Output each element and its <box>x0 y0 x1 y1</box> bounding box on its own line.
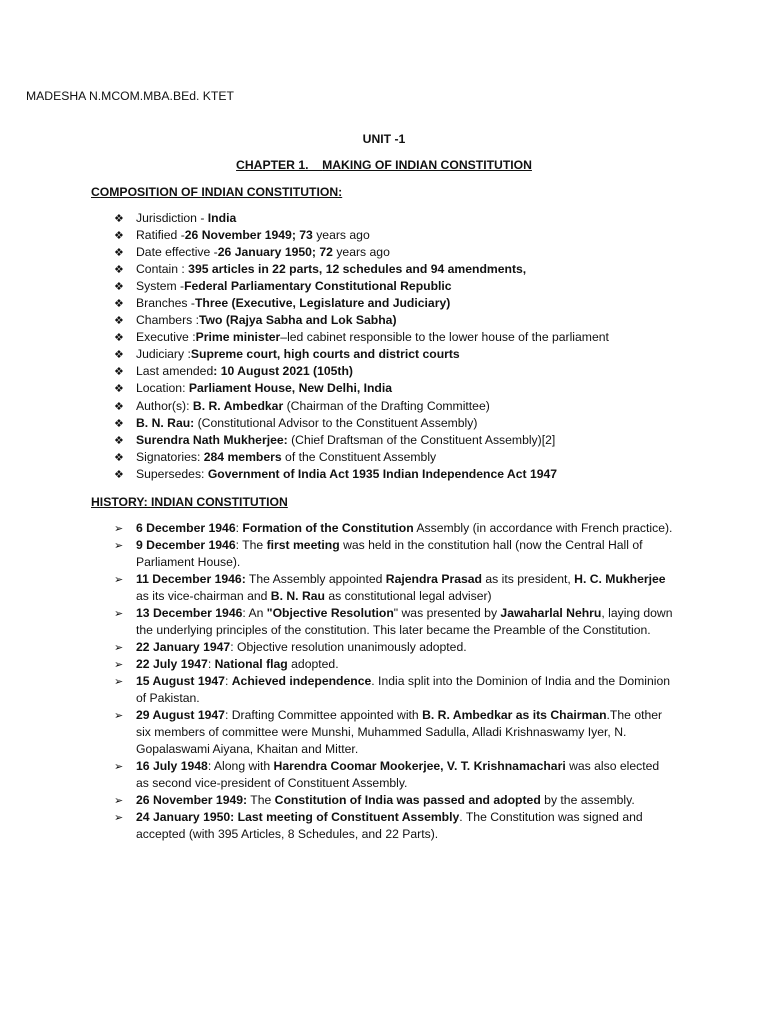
unit-title: UNIT -1 <box>362 132 406 146</box>
history-bold-text: Rajendra Prasad <box>385 572 482 586</box>
history-bold-text: B. N. Rau <box>270 589 325 603</box>
history-bold-text: 11 December 1946: <box>136 572 246 586</box>
composition-item <box>114 380 609 397</box>
history-bold-text: Achieved independence <box>231 674 372 688</box>
history-bold-text: 22 July 1947 <box>136 657 208 671</box>
history-bold-text: National flag <box>214 657 288 671</box>
history-item <box>114 605 674 639</box>
history-text: : Along with <box>207 759 274 773</box>
history-item <box>114 520 674 537</box>
composition-item <box>114 363 609 380</box>
item-note: of the Constituent Assembly <box>281 449 437 464</box>
history-text: : Drafting Committee appointed with <box>224 708 423 722</box>
chapter-name: MAKING OF INDIAN CONSTITUTION <box>322 158 532 172</box>
item-note: (Constitutional Advisor to the Constituent Assembly) <box>194 415 478 430</box>
chapter-title <box>0 157 768 174</box>
history-text: as its president, <box>482 572 575 586</box>
history-item <box>114 639 674 656</box>
composition-item <box>114 466 609 483</box>
item-label: Chambers : <box>136 313 199 328</box>
history-text: adopted. <box>287 657 339 671</box>
item-label: Contain : <box>136 261 189 276</box>
composition-item <box>114 295 609 312</box>
composition-item <box>114 398 609 415</box>
history-bold-text: "Objective Resolution <box>266 606 394 620</box>
item-value: Surendra Nath Mukherjee: <box>136 432 288 447</box>
chapter-number: CHAPTER 1. <box>236 158 309 172</box>
history-text: was held in the constitution hall (now the Central Hall of Parliament House). <box>136 538 643 569</box>
history-bold-text: Jawaharlal Nehru <box>500 606 602 620</box>
item-value: : 10 August 2021 (105th) <box>213 364 353 379</box>
history-bold-text: 22 January 1947 <box>136 640 231 654</box>
history-bold-text: first meeting <box>266 538 340 552</box>
composition-item <box>114 210 609 227</box>
item-label: Date effective - <box>136 244 218 259</box>
history-bold-text: H. C. Mukherjee <box>574 572 666 586</box>
item-value: 284 members <box>203 449 282 464</box>
composition-item <box>114 449 609 466</box>
history-text: : <box>235 521 243 535</box>
composition-item <box>114 346 609 363</box>
history-text: .The other six members of committee were Munshi, Muhammed Sadulla, Alladi Krishnaswamy Iyer, N. Gopalaswami Aiyana, Khaitan and Mitter. <box>136 708 663 756</box>
item-label: Ratified - <box>136 227 185 242</box>
item-value: Federal Parliamentary Constitutional Republic <box>184 278 452 293</box>
item-value: B. N. Rau: <box>136 415 195 430</box>
history-heading: HISTORY: INDIAN CONSTITUTION <box>91 495 288 509</box>
item-value: Two (Rajya Sabha and Lok Sabha) <box>199 313 397 328</box>
history-bold-text: B. R. Ambedkar as its Chairman <box>422 708 607 722</box>
item-note: years ago <box>312 227 370 242</box>
history-item <box>114 537 674 571</box>
item-label: Location: <box>136 381 189 396</box>
history-text: : <box>207 657 215 671</box>
history-text: : Objective resolution unanimously adopted. <box>230 640 467 654</box>
composition-item <box>114 227 609 244</box>
item-label: Judiciary : <box>136 347 191 362</box>
composition-item <box>114 329 609 346</box>
history-bold-text: 29 August 1947 <box>136 708 225 722</box>
item-label: Signatories: <box>136 449 204 464</box>
item-label: Branches - <box>136 295 195 310</box>
history-bold-text: 13 December 1946 <box>136 606 243 620</box>
item-value: Supreme court, high courts and district courts <box>190 347 460 362</box>
composition-heading: COMPOSITION OF INDIAN CONSTITUTION: <box>91 185 343 199</box>
history-text: The <box>247 793 275 807</box>
author-line: MADESHA N.MCOM.MBA.BEd. KTET <box>26 89 234 103</box>
history-bold-text: Constitution of India was passed and adopted <box>274 793 541 807</box>
history-bold-text: 26 November 1949: <box>136 793 248 807</box>
history-item <box>114 571 674 605</box>
item-value: B. R. Ambedkar <box>192 398 284 413</box>
item-label: Jurisdiction - <box>136 210 208 225</box>
item-value: Three (Executive, Legislature and Judiciary) <box>194 295 451 310</box>
history-bold-text: Harendra Coomar Mookerjee, V. T. Krishnamachari <box>273 759 566 773</box>
history-text: as its vice-chairman and <box>136 589 271 603</box>
item-note: –led cabinet responsible to the lower house of the parliament <box>280 330 609 345</box>
history-bold-text: 15 August 1947 <box>136 674 225 688</box>
composition-item <box>114 312 609 329</box>
history-bold-text: Formation of the Constitution <box>242 521 414 535</box>
item-label: Executive : <box>136 330 196 345</box>
item-value: 26 January 1950; 72 <box>217 244 333 259</box>
history-item <box>114 707 674 758</box>
composition-list <box>114 210 609 484</box>
composition-item <box>114 244 609 261</box>
history-text: : The <box>235 538 267 552</box>
history-item <box>114 673 674 707</box>
history-text: : <box>224 674 232 688</box>
item-note: (Chief Draftsman of the Constituent Assembly)[2] <box>287 432 556 447</box>
item-note: (Chairman of the Drafting Committee) <box>283 398 490 413</box>
item-value: Prime minister <box>195 330 281 345</box>
history-bold-text: 9 December 1946 <box>136 538 236 552</box>
composition-item <box>114 432 609 449</box>
item-value: Government of India Act 1935 Indian Independence Act 1947 <box>207 466 558 481</box>
history-text: The Assembly appointed <box>245 572 386 586</box>
history-item <box>114 758 674 792</box>
item-label: Last amended <box>136 364 214 379</box>
item-value: India <box>207 210 237 225</box>
composition-item <box>114 261 609 278</box>
item-label: Supersedes: <box>136 466 208 481</box>
item-note: years ago <box>332 244 390 259</box>
history-list <box>114 520 674 843</box>
history-text: as constitutional legal adviser) <box>324 589 492 603</box>
item-label: System - <box>136 278 185 293</box>
history-text: , laying down the underlying principles of the constitution. This later became the Preamble of the Constitution. <box>136 606 673 637</box>
item-value: 26 November 1949; 73 <box>184 227 313 242</box>
history-item <box>114 792 674 809</box>
composition-item <box>114 415 609 432</box>
history-text: " was presented by <box>393 606 501 620</box>
item-value: 395 articles in 22 parts, 12 schedules and 94 amendments, <box>188 261 527 276</box>
item-value: Parliament House, New Delhi, India <box>188 381 393 396</box>
history-bold-text: 6 December 1946 <box>136 521 236 535</box>
history-bold-text: 16 July 1948 <box>136 759 208 773</box>
item-label: Author(s): <box>136 398 193 413</box>
history-text: : An <box>242 606 267 620</box>
history-text: . The Constitution was signed and accepted (with 395 Articles, 8 Schedules, and 22 Parts). <box>136 810 643 841</box>
history-item <box>114 656 674 673</box>
history-text: was also elected as second vice-president of Constituent Assembly. <box>136 759 660 790</box>
history-item <box>114 809 674 843</box>
history-text: by the assembly. <box>540 793 635 807</box>
history-bold-text: 24 January 1950: Last meeting of Constituent Assembly <box>136 810 460 824</box>
history-text: Assembly (in accordance with French practice). <box>413 521 673 535</box>
composition-item <box>114 278 609 295</box>
history-text: . India split into the Dominion of India and the Dominion of Pakistan. <box>136 674 671 705</box>
